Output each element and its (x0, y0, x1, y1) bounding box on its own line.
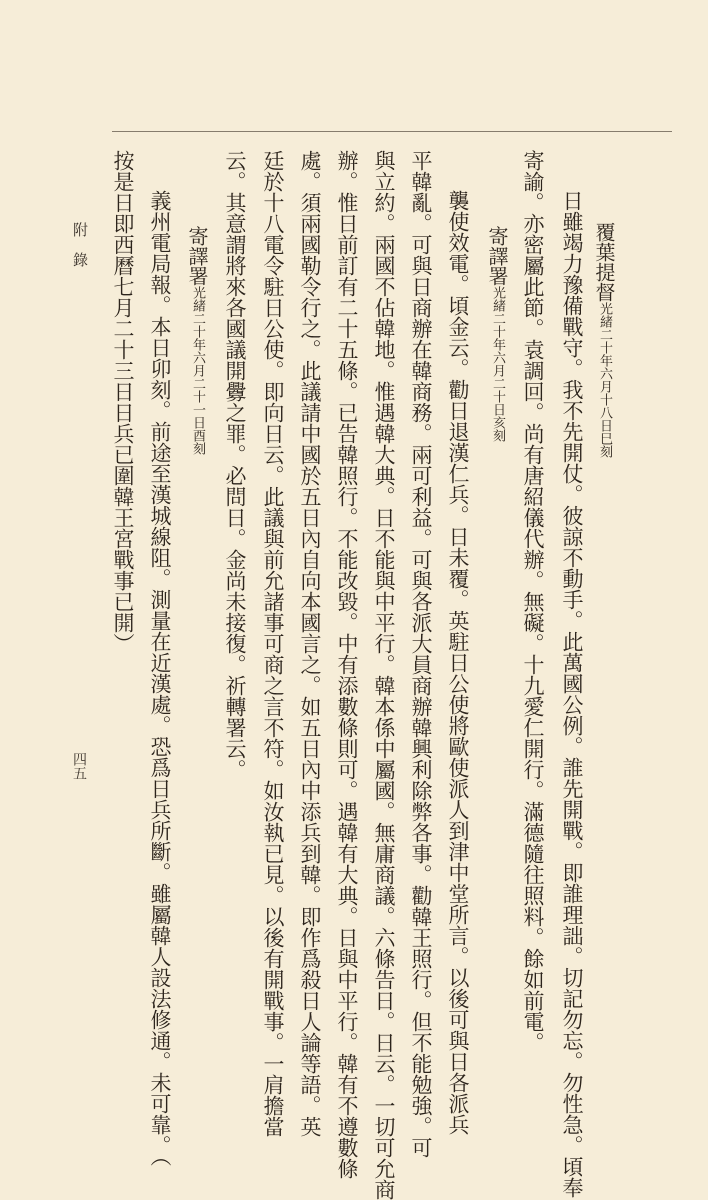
note-1-date: 光緒二十年六月二十日亥刻 (490, 286, 505, 442)
text-column-7: 處。須兩國勒令行之。此議請中國於五日內自向本國言之。如五日內中添兵到韓。即作爲殺日人論等語。英 (298, 150, 322, 1137)
text-column-2: 寄諭。亦密屬此節。袁調回。尚有唐紹儀代辦。無礙。十九愛仁開行。滿德隨往照料。餘如前電。 (521, 150, 545, 1053)
note-2-title: 寄譯署 (185, 226, 209, 286)
header-title (594, 222, 614, 458)
text-column-4: 平韓亂。可與日商辦在韓商務。兩可利益。可與各派大員商辦韓興利除弊各事。勸韓王照行。但不能勉強。可 (409, 150, 433, 1158)
text-column-3: 襲使效電。頃金云。勸日退漢仁兵。日未覆。英駐日公使將歐使派人到津中堂所言。以後可與日各派兵 (446, 190, 470, 1135)
title-date: 光緒二十年六月十八日巳刻 (597, 302, 612, 458)
text-column-11: 按是日即西曆七月二十三日日兵已圍韓王宮戰事已開） (111, 150, 135, 654)
top-rule (112, 131, 672, 134)
note-2-date: 光緒二十年六月二十一日酉刻 (190, 286, 205, 455)
text-column-8: 廷於十八電令駐日公使。即向日云。此議與前允諸事可商之言不符。如汝執已見。以後有開戰事。一肩擔當 (261, 150, 285, 1137)
note-1 (487, 226, 507, 442)
text-column-10: 義州電局報。本日卯刻。前途至漢城線阻。測量在近漢處。恐爲日兵所斷。雖屬韓人設法修通。未可靠。（ (148, 190, 172, 1167)
text-column-1: 日雖竭力豫備戰守。我不先開仗。彼諒不動手。此萬國公例。誰先開戰。即誰理詘。切記勿忘。勿性急。頃奉 (560, 190, 584, 1198)
text-column-9: 云。其意謂將來各國議開釁之罪。必問日。金尚未接復。祈轉署云。 (223, 150, 247, 780)
text-column-6: 辦。惟日前訂有二十五條。已告韓照行。不能改毀。中有添數條則可。遇韓有大典。日與中平行。韓有不遵數條 (335, 150, 359, 1179)
text-column-5: 與立約。兩國不佔韓地。惟遇韓大典。日不能與中平行。韓本係中屬國。無庸商議。六條告日。日云。一切可允商 (372, 150, 396, 1200)
note-1-title: 寄譯署 (485, 226, 509, 286)
note-2 (187, 226, 207, 455)
title-text: 覆葉提督 (592, 222, 616, 302)
section-label: 附 錄 (71, 222, 89, 267)
page-number: 四五 (71, 752, 87, 780)
